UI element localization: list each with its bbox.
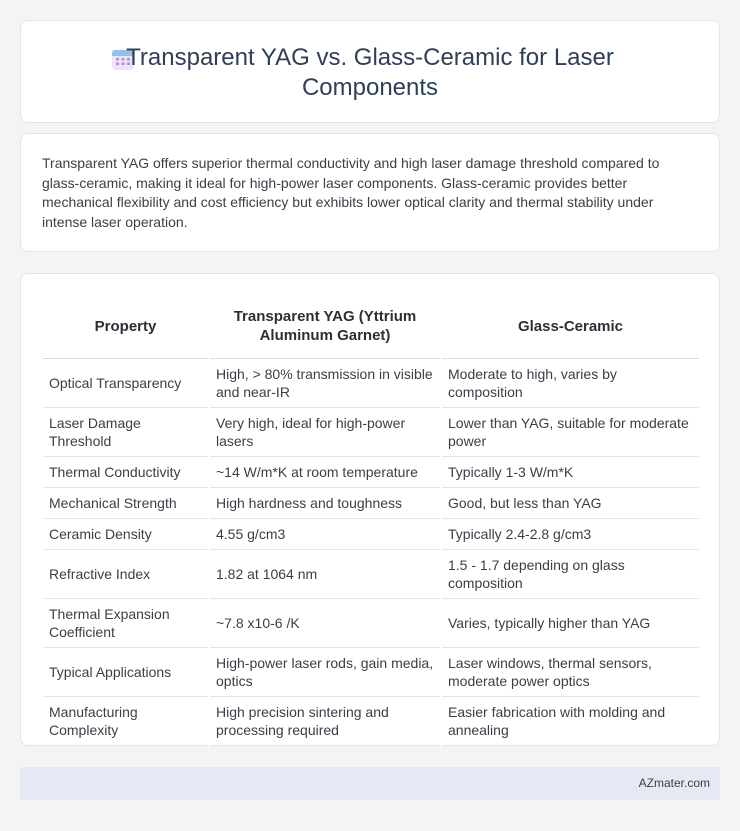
table-cell: ~7.8 x10-6 /K [209,598,441,647]
table-row [43,456,699,487]
table-cell: Optical Transparency [43,358,209,407]
table-row [43,696,699,745]
table-cell: 1.82 at 1064 nm [209,549,441,598]
table-cell: High hardness and toughness [209,487,441,518]
table-cell: Laser windows, thermal sensors, moderate power optics [441,647,699,696]
table-cell: Laser Damage Threshold [43,407,209,456]
footer-site-name: AZmater.com [638,776,710,790]
header-yag: Transparent YAG (Yttrium Aluminum Garnet) [209,295,441,358]
table-cell: Manufacturing Complexity [43,696,209,745]
summary-text: Transparent YAG offers superior thermal conductivity and high laser damage threshold compared to glass-ceramic, making it ideal for high-power laser components. Glass-ceramic provides better mechanical flexibility and cost efficiency but exhibits lower optical clarity and thermal stability under intense laser operation. [42,155,660,230]
table-cell: High, > 80% transmission in visible and near-IR [209,358,441,407]
table-cell: Typically 2.4-2.8 g/cm3 [441,518,699,549]
table-cell: ~14 W/m*K at room temperature [209,456,441,487]
table-cell: Good, but less than YAG [441,487,699,518]
table-cell: High-power laser rods, gain media, optics [209,647,441,696]
table-cell: Easier fabrication with molding and annealing [441,696,699,745]
table-cell: Lower than YAG, suitable for moderate power [441,407,699,456]
header-glass-ceramic: Glass-Ceramic [441,295,699,358]
table-cell: 1.5 - 1.7 depending on glass composition [441,549,699,598]
title-card [20,20,720,123]
table-cell: Moderate to high, varies by composition [441,358,699,407]
table-cell: Typical Applications [43,647,209,696]
table-cell: Very high, ideal for high-power lasers [209,407,441,456]
page-title: Transparent YAG vs. Glass-Ceramic for Laser Components [126,44,614,101]
table-row [43,598,699,647]
summary-card [20,133,720,252]
comparison-table-card [20,273,720,746]
table-cell: High precision sintering and processing required [209,696,441,745]
table-cell: Thermal Conductivity [43,456,209,487]
table-cell: Ceramic Density [43,518,209,549]
table-row [43,358,699,407]
table-row [43,407,699,456]
table-row [43,549,699,598]
table-row [43,487,699,518]
table-header-row [43,295,699,358]
header-property: Property [43,295,209,358]
footer-bar [20,767,720,800]
table-row [43,647,699,696]
table-cell: Mechanical Strength [43,487,209,518]
table-row [43,518,699,549]
table-cell: Refractive Index [43,549,209,598]
table-cell: Varies, typically higher than YAG [441,598,699,647]
table-cell: Typically 1-3 W/m*K [441,456,699,487]
table-cell: 4.55 g/cm3 [209,518,441,549]
comparison-table [43,295,699,746]
table-cell: Thermal Expansion Coefficient [43,598,209,647]
